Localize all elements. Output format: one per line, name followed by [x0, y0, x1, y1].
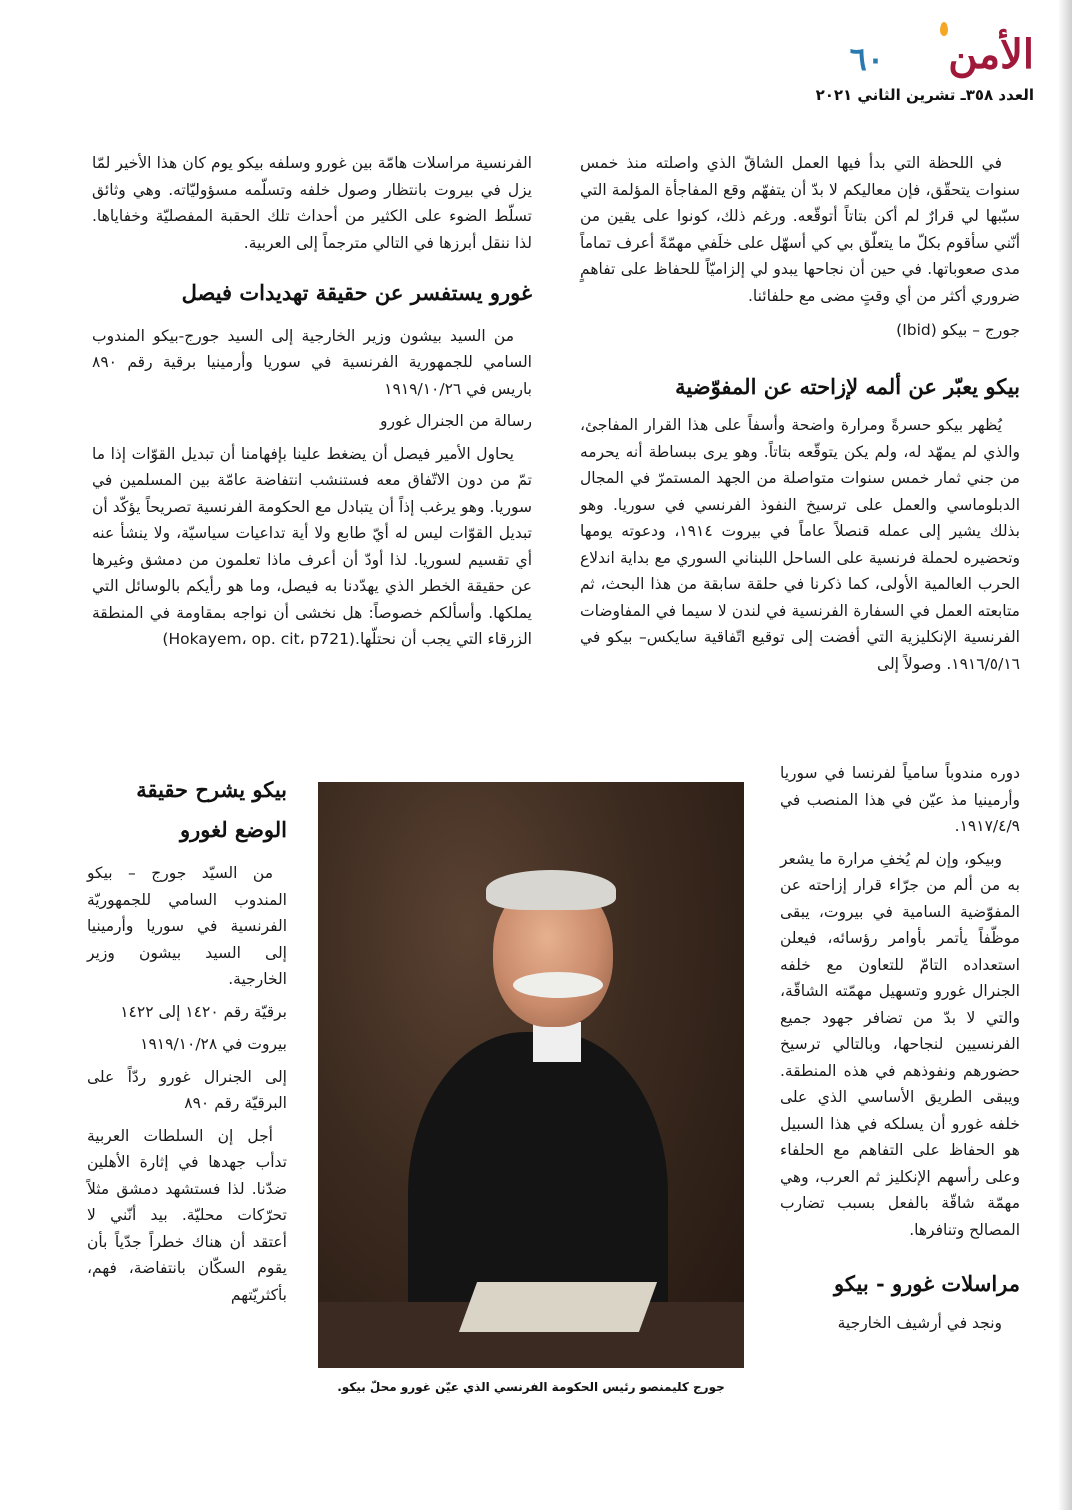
letter2-body: أجل إن السلطات العربية تدأب جهدها في إثارة الأهلين ضدّنا. لذا فستشهد دمشق مثلاً تحرّكات محليّة. بيد أنّني لا أعتقد أن هناك خطراً جدّياً بأن يقوم السكّان بانتفاضة، فهم، بأكثريّتهم — [87, 1126, 287, 1304]
portrait-hair — [486, 870, 616, 910]
heading-picot-explains: بيكو يشرح حقيقة الوضع لغورو — [136, 777, 287, 842]
left-intro-paragraph: الفرنسية مراسلات هامّة بين غورو وسلفه بيكو يوم كان هذا الأخير لمّا يزل في بيروت بانتظار وصول خلفه وتسلّمه مسؤوليّاته. وهي وثائق تسلّط الضوء على الكثير من أحداث تلك الحقبة المفصليّة وخفاياها. لذا ننقل أبرزها في التالي مترجماً إلى العربية. — [92, 154, 532, 252]
right-narrow-column — [780, 760, 1020, 1342]
portrait-papers — [459, 1282, 657, 1332]
magazine-logo: الأمن — [948, 31, 1034, 78]
heading-gouraud-inquires: غورو يستفسر عن حقيقة تهديدات فيصل — [181, 280, 532, 305]
heading-picot-pain: بيكو يعبّر عن ألمه لإزاحته عن المفوّضية — [675, 373, 1020, 399]
archive-paragraph: ونجد في أرشيف الخارجية — [837, 1313, 1002, 1332]
letter2-place: بيروت في ١٩١٩/١٠/٢٨ — [140, 1035, 287, 1053]
heading-gouraud-picot-correspondence: مراسلات غورو - بيكو — [834, 1271, 1020, 1296]
right-intro-paragraph: في اللحظة التي بدأ فيها العمل الشاقّ الذي واصلته منذ خمس سنوات يتحقّق، فإن معاليكم لا بدّ أن يتفهّم وقع المفاجأة المؤلمة التي سبّبها لي قرارٌ لم أكن بتاتاً أتوقّعه. ورغم ذلك، كونوا على يقين من أنّني سأقوم بكلّ ما يتعلّق بي كي أسهّل على خلَفي مهمّةً أعرف تماماً مدى صعوباتها. في حين أن نجاحها يبدو لي إلزاميّاً للحفاظ على تفاهمٍ ضروري أكثر من أي وقتٍ مضى مع حلفائنا. — [580, 154, 1020, 305]
letter-body: يحاول الأمير فيصل أن يضغط علينا بإفهامنا أن تبديل القوّات إذا ما تمّ من دون الاتّفاق معه فستنشب انتفاضة عامّة بين المسلمين في سوريا. وهو يرغب إذاً أن يتبادل مع الحكومة الفرنسية تصريحاً يؤكّد أن تبديل القوّات ليس له أيّ طابع ولا أية تداعيات سياسيّة، ولا ينشأ عنه أي تقسيم لسوريا. لذا أودّ أن أعرف ماذا تعلمون من دمشق وغيرها عن حقيقة الخطر الذي يهدّدنا به فيصل، وما هو رأيكم بالوسائل التي يملكها. وأسألكم خصوصاً: هل نخشى أن نواجه بمقاومة في المنطقة الزرقاء التي يجب أن نحتلّها.(Hokayem، op. cit، p721) — [92, 444, 532, 648]
portrait-collar — [533, 1022, 581, 1062]
page-edge-shadow — [1058, 0, 1072, 1510]
picot-pain-continued: دوره مندوباً سامياً لفرنسا في سوريا وأرمينيا مذ عيّن في هذا المنصب في ١٩١٧/٤/٩. — [780, 764, 1020, 835]
image-caption: جورج كليمنصو رئيس الحكومة الفرنسي الذي عيّن غورو محلّ بيكو. — [337, 1380, 725, 1394]
left-narrow-column — [87, 770, 287, 1314]
picot-pain-paragraph: يُظهر بيكو حسرةً ومرارة واضحة وأسفاً على هذا القرار المفاجئ، والذي لم يمهّد له، ولم يكن يتوقّعه بتاتاً. وهو يرى ببساطة أنه يحرمه من جني ثمار خمس سنوات متواصلة من الجهد المستمرّ في المجال الدبلوماسي والعمل على ترسيخ النفوذ الفرنسي في سوريا. وهو بذلك يشير إلى عمله قنصلاً عاماً في بيروت ١٩١٤، ودعوته يومها وتحضيره لحملة فرنسية على الساحل اللبناني السوري مع بداية اندلاع الحرب العالمية الأولى، كما ذكرنا في حلقة سابقة من هذا البحث، ثم متابعته العمل في السفارة الفرنسية في لندن لا سيما في المفاوضات الفرنسية الإنكليزية التي أفضت إلى توقيع اتّفاقية سايكس– بيكو في ١٩١٦/٥/١٦. وصولاً إلى — [580, 416, 1020, 673]
clemenceau-portrait — [318, 782, 744, 1368]
letter-from: رسالة من الجنرال غورو — [379, 412, 532, 430]
letter-header: من السيد بيشون وزير الخارجية إلى السيد جورج-بيكو المندوب السامي للجمهورية الفرنسية في سوريا وأرمينيا برقية رقم ٨٩٠ باريس في ١٩١٩/١٠/٢٦ — [92, 326, 532, 398]
letter2-ref: برقيّة رقم ١٤٢٠ إلى ١٤٢٢ — [120, 1002, 287, 1021]
right-column — [580, 150, 1020, 683]
letter2-header: من السيّد جورج – بيكو المندوب السامي للجمهوريّة الفرنسية في سوريا وأرمينيا إلى السيد بيشون وزير الخارجية. — [87, 864, 287, 988]
page-number: ٦٠ — [849, 40, 884, 78]
letter2-to: إلى الجنرال غورو ردّاً على البرقيّة رقم ٨٩٠ — [87, 1067, 287, 1112]
page-header — [794, 20, 1034, 110]
issue-line: العدد ٣٥٨ـ تشرين الثاني ٢٠٢١ — [815, 86, 1034, 104]
signature: جورج – بيكو (Ibid) — [896, 321, 1020, 339]
portrait-mustache — [513, 972, 603, 998]
picot-cooperation-paragraph: وبيكو، وإن لم يُخفِ مرارة ما يشعر به من ألم من جرّاء قرار إزاحته عن المفوّضية السامية في بيروت، يبقى موظّفاً يأتمر بأوامر رؤسائه، فيعلن استعداده التامّ للتعاون مع خلفه الجنرال غورو وتسهيل مهمّته الشاقّة، والتي لا بدّ من تضافر جهود جميع الفرنسيين لنجاحها، وبالتالي ترسيخ حضورهم ونفوذهم في هذه المنطقة. ويبقى الطريق الأساسي الذي على خلفه غورو أن يسلكه في هذا السبيل هو الحفاظ على التفاهم مع الحلفاء وعلى رأسهم الإنكليز ثم العرب، وهي مهمّة شاقّة بالفعل بسبب تضارب المصالح وتنافرها. — [780, 849, 1020, 1239]
left-column — [92, 150, 532, 659]
